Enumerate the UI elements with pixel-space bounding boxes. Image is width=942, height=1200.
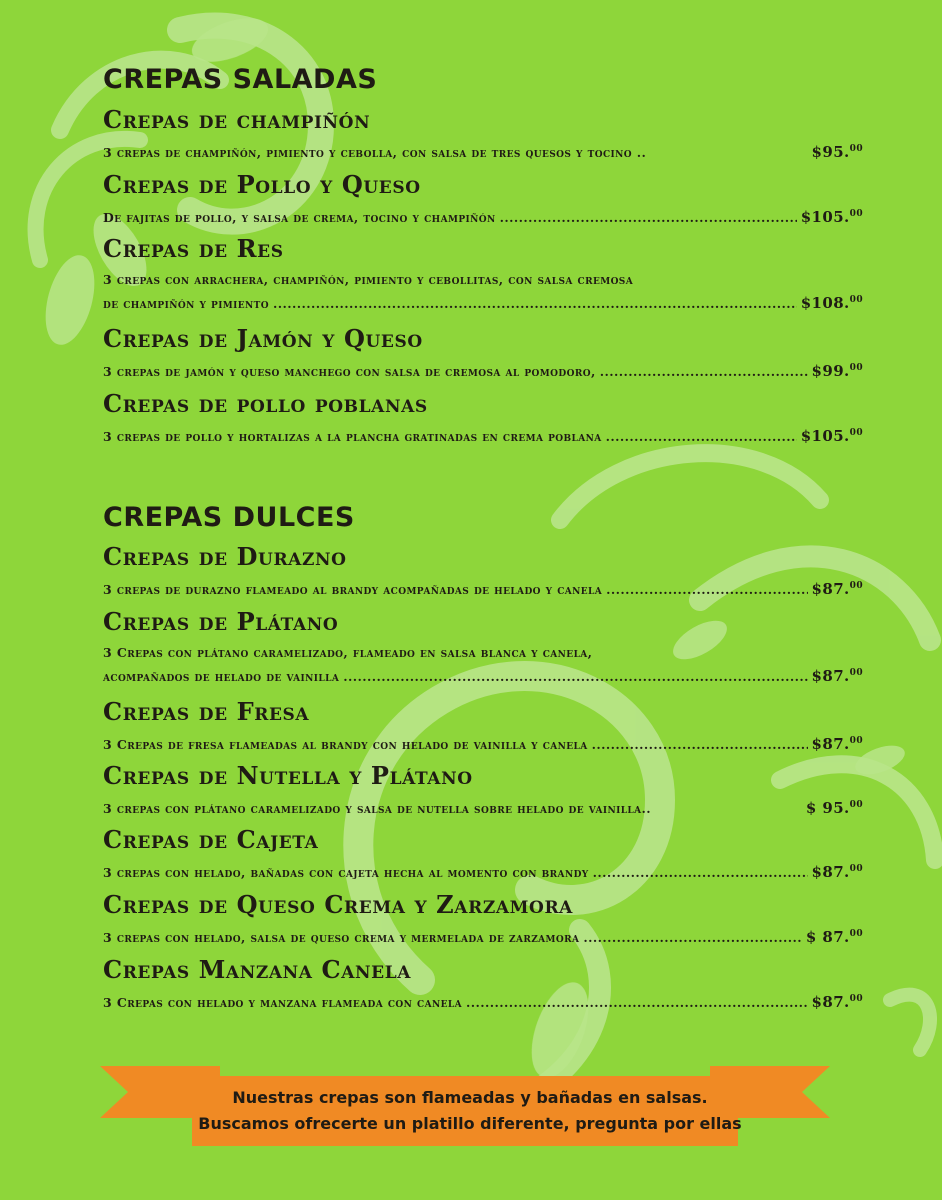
- item-name-crepas-pollo-poblanas: Crepas de pollo poblanas: [103, 389, 428, 418]
- price: $105.00: [800, 427, 863, 445]
- section-title-crepas-dulces: CREPAS DULCES: [103, 502, 355, 533]
- price: $87.00: [811, 863, 863, 881]
- section-title-crepas-saladas: CREPAS SALADAS: [103, 64, 378, 95]
- item-desc-crepas-queso-crema-zarzamora: 3 crepas con helado, salsa de queso crema y mermelada de zarzamora ..... $ 87.00: [103, 928, 863, 946]
- price: $ 87.00: [805, 928, 863, 946]
- price: $95.00: [811, 143, 863, 161]
- item-desc-crepas-platano: 3 Crepas con plátano caramelizado, flameado en salsa blanca y canela, acompañados de helado de vainilla ..... $87.00: [103, 645, 863, 685]
- item-name-crepas-pollo-queso: Crepas de Pollo y Queso: [103, 170, 421, 199]
- item-desc-crepas-jamon-queso: 3 crepas de jamón y queso manchego con salsa de cremosa al pomodoro, ..... $99.00: [103, 362, 863, 380]
- item-desc-crepas-cajeta: 3 crepas con helado, bañadas con cajeta hecha al momento con brandy ..... $87.00: [103, 863, 863, 881]
- item-desc-crepas-nutella-platano: 3 crepas con plátano caramelizado y salsa de nutella sobre helado de vainilla.. $ 95.00: [103, 799, 863, 817]
- price: $108.00: [800, 294, 863, 312]
- price: $105.00: [800, 208, 863, 226]
- item-name-crepas-durazno: Crepas de Durazno: [103, 542, 347, 571]
- item-name-crepas-queso-crema-zarzamora: Crepas de Queso Crema y Zarzamora: [103, 890, 573, 919]
- price: $87.00: [811, 667, 863, 685]
- item-name-crepas-platano: Crepas de Plátano: [103, 607, 339, 636]
- item-desc-crepas-durazno: 3 crepas de durazno flameado al brandy acompañadas de helado y canela ..... $87.00: [103, 580, 863, 598]
- item-name-crepas-nutella-platano: Crepas de Nutella y Plátano: [103, 761, 473, 790]
- item-desc-crepas-res: 3 crepas con arrachera, champiñón, pimiento y cebollitas, con salsa cremosa de champiñón y pimiento ..... $108.00: [103, 272, 863, 312]
- item-name-crepas-cajeta: Crepas de Cajeta: [103, 825, 319, 854]
- item-name-crepas-res: Crepas de Res: [103, 234, 284, 263]
- item-name-crepas-champinon: Crepas de champiñón: [103, 105, 371, 134]
- price: $87.00: [811, 580, 863, 598]
- price: $87.00: [811, 993, 863, 1011]
- banner-message: [190, 1085, 750, 1147]
- item-desc-crepas-fresa: 3 Crepas de fresa flameadas al brandy con helado de vainilla y canela ..... $87.00: [103, 735, 863, 753]
- item-desc-crepas-manzana-canela: 3 Crepas con helado y manzana flameada con canela ..... $87.00: [103, 993, 863, 1011]
- item-desc-crepas-pollo-queso: De fajitas de pollo, y salsa de crema, tocino y champiñón ..... $105.00: [103, 208, 863, 226]
- price: $99.00: [811, 362, 863, 380]
- item-desc-crepas-pollo-poblanas: 3 crepas de pollo y hortalizas a la plancha gratinadas en crema poblana ..... $105.00: [103, 427, 863, 445]
- item-name-crepas-manzana-canela: Crepas Manzana Canela: [103, 955, 412, 984]
- item-desc-crepas-champinon: 3 crepas de champiñón, pimiento y cebolla, con salsa de tres quesos y tocino .. $95.00: [103, 143, 863, 161]
- item-name-crepas-jamon-queso: Crepas de Jamón y Queso: [103, 324, 423, 353]
- banner-line-2: Buscamos ofrecerte un platillo diferente, pregunta por ellas: [198, 1114, 742, 1133]
- banner-line-1: Nuestras crepas son flameadas y bañadas en salsas.: [232, 1088, 708, 1107]
- price: $87.00: [811, 735, 863, 753]
- item-name-crepas-fresa: Crepas de Fresa: [103, 697, 310, 726]
- price: $ 95.00: [805, 799, 863, 817]
